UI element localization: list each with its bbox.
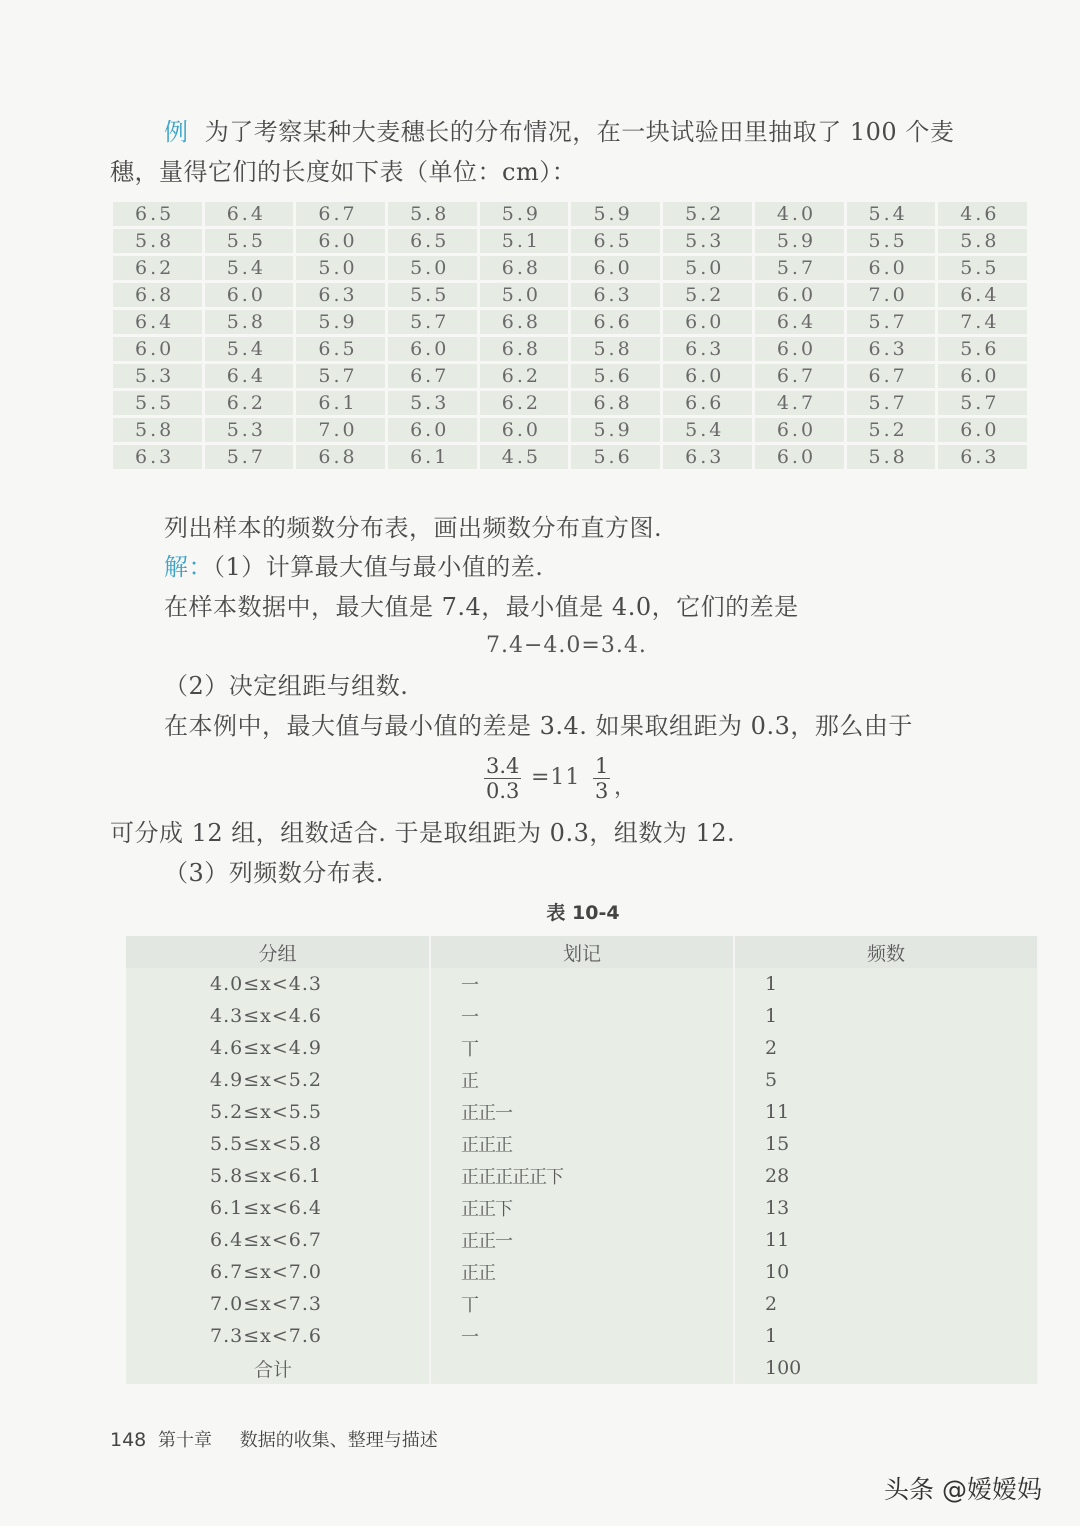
cell-count: 13 <box>734 1192 1038 1224</box>
sample-cell: 6.3 <box>937 444 1029 471</box>
solution-step3-title: （3）列频数分布表. <box>164 859 384 887</box>
cell-tally: 一 <box>430 1000 734 1032</box>
sample-cell: 5.5 <box>203 228 295 255</box>
sample-cell: 5.8 <box>112 417 204 444</box>
sample-cell: 5.4 <box>203 336 295 363</box>
sample-cell: 6.0 <box>937 363 1029 390</box>
sample-cell: 6.0 <box>753 336 845 363</box>
sample-cell: 6.7 <box>753 363 845 390</box>
fraction-one-third: $\frac{1}{3}$ <box>595 754 609 803</box>
sample-cell: 5.7 <box>203 444 295 471</box>
cell-count: 10 <box>734 1256 1038 1288</box>
solution-step2-title: （2）决定组距与组数. <box>164 672 409 700</box>
sample-cell: 5.2 <box>845 417 937 444</box>
table-caption: 表 10-4 <box>546 902 620 924</box>
cell-tally: 一 <box>430 1320 734 1352</box>
example-text-1: 为了考察某种大麦穗长的分布情况，在一块试验田里抽取了 100 个麦 <box>204 118 955 146</box>
sample-cell: 5.4 <box>203 255 295 282</box>
sample-cell: 5.8 <box>570 336 662 363</box>
cell-group: 4.3≤x<4.6 <box>126 1000 430 1032</box>
sample-cell: 5.5 <box>937 255 1029 282</box>
table-row <box>126 1128 1038 1160</box>
sample-cell: 5.3 <box>112 363 204 390</box>
sample-cell: 5.2 <box>662 282 754 309</box>
sample-cell: 5.0 <box>478 282 570 309</box>
sample-row <box>112 390 1029 417</box>
sample-cell: 5.3 <box>203 417 295 444</box>
range-formula: 7.4−4.0=3.4. <box>486 633 647 658</box>
sample-cell: 6.6 <box>570 309 662 336</box>
sample-cell: 5.2 <box>662 201 754 228</box>
sample-cell: 5.7 <box>387 309 479 336</box>
sample-cell: 6.0 <box>753 417 845 444</box>
sample-cell: 6.2 <box>203 390 295 417</box>
sample-cell: 7.0 <box>295 417 387 444</box>
sample-cell: 4.5 <box>478 444 570 471</box>
page-footer <box>110 1426 438 1452</box>
sample-cell: 5.9 <box>753 228 845 255</box>
sample-cell: 6.4 <box>112 309 204 336</box>
textbook-page: 例 为了考察某种大麦穗长的分布情况，在一块试验田里抽取了 100 个麦 穗，量得它们的长度如下表（单位：cm）： 6.5 6.4 6.7 5.8 5.9 5.9 5.2 4.0 5.4 4.6 5.8 5.5 6.0 6.5 5.1 6.5 5.3 5.9 5.5 5.8 6.2 5.4 5.0 5.0 6.8 6.0 5.0 5.7 6.0 5.5 6.8 6.0 6.3 5.5 5.0 6.3 5.2 6.0 7.0 6.4 6.4 5.8 5.9 5.7 6.8 6.6 6.0 6.4 5.7 7.4 6.0 5.4 6.5 6.0 6.8 5.8 6.3 6.0 6.3 5.6 5.3 6.4 5.7 6.7 6.2 5.6 6.0 6.7 6.7 6.0 5.5 6.2 6.1 5.3 6.2 6.8 6.6 4.7 5.7 5.7 5.8 5.3 7.0 6.0 6.0 5.9 5.4 6.0 5.2 6.0 6.3 5.7 6.8 6.1 4.5 5.6 6.3 6.0 5.8 6.3 列出样本的频数分布表，画出频数分布直方图. 解：（1）计算最大值与最小值的差. 在样本数据中，最大值是 7.4，最小值是 4.0，它们的差是 7.4−4.0=3.4. （2）决定组距与组数. 在本例中，最大值与最小值的差是 3.4. 如果取组距为 0.3，那么由于 $\frac{3.4}{0.3}$ =11 $\frac{1}{3}$ ， 可分成 12 组，组数适合. 于是取组距为 0.3，组数为 12. （3）列频数分布表. 表 10-4 分组 划记 频数 4.0≤x<4.3 一 1 4.3≤x<4.6 一 1 4.6≤x<4.9 丅 2 4.9≤x<5.2 正 5 5.2≤x<5.5 正正一 11 5.5≤x<5.8 正正正 15 5.8≤x<6.1 正正正正正下 28 6.1≤x<6.4 正正下 13 6.4≤x<6.7 正正一 11 6.7≤x<7.0 正正 10 7.0≤x<7.3 丅 2 7.3≤x<7.6 一 1 合计 100 148 第十章 数据的收集、整理与描述 头条 @嫒嫒妈 <box>0 0 1080 1526</box>
sample-cell: 6.6 <box>662 390 754 417</box>
sample-cell: 6.0 <box>662 309 754 336</box>
sample-cell: 5.8 <box>387 201 479 228</box>
sample-cell: 6.3 <box>570 282 662 309</box>
cell-group: 6.1≤x<6.4 <box>126 1192 430 1224</box>
sample-cell: 6.5 <box>387 228 479 255</box>
cell-count: 5 <box>734 1064 1038 1096</box>
sample-cell: 6.5 <box>112 201 204 228</box>
sample-cell: 6.8 <box>112 282 204 309</box>
cell-tally: 正 <box>430 1064 734 1096</box>
solution-label: 解 <box>164 553 189 581</box>
sample-cell: 5.7 <box>753 255 845 282</box>
sample-cell: 4.0 <box>753 201 845 228</box>
sample-cell: 6.4 <box>753 309 845 336</box>
sample-cell: 6.7 <box>295 201 387 228</box>
sample-cell: 6.0 <box>662 363 754 390</box>
cell-tally: 正正正正正下 <box>430 1160 734 1192</box>
cell-group: 6.7≤x<7.0 <box>126 1256 430 1288</box>
sample-cell: 5.9 <box>478 201 570 228</box>
sample-row <box>112 201 1029 228</box>
sample-cell: 5.7 <box>845 309 937 336</box>
sample-cell: 6.8 <box>478 336 570 363</box>
sample-cell: 6.0 <box>203 282 295 309</box>
sample-row <box>112 282 1029 309</box>
header-tally: 划记 <box>430 936 734 968</box>
watermark: 头条 @嫒嫒妈 <box>884 1475 1042 1504</box>
sample-cell: 5.4 <box>845 201 937 228</box>
total-label: 合计 <box>126 1352 430 1384</box>
cell-count: 11 <box>734 1096 1038 1128</box>
sample-cell: 5.0 <box>295 255 387 282</box>
table-row <box>126 1096 1038 1128</box>
cell-count: 1 <box>734 1320 1038 1352</box>
fraction-range-over-width: $\frac{3.4}{0.3}$ <box>486 754 520 803</box>
solution-step1-title: 解：（1）计算最大值与最小值的差. <box>164 553 544 581</box>
cell-count: 11 <box>734 1224 1038 1256</box>
sample-cell: 4.6 <box>937 201 1029 228</box>
sample-cell: 5.5 <box>387 282 479 309</box>
sample-cell: 6.0 <box>112 336 204 363</box>
sample-data-table <box>110 199 1030 472</box>
table-row <box>126 968 1038 1000</box>
sample-row <box>112 255 1029 282</box>
sample-cell: 5.8 <box>845 444 937 471</box>
sample-cell: 6.2 <box>112 255 204 282</box>
cell-count: 1 <box>734 1000 1038 1032</box>
cell-group: 4.0≤x<4.3 <box>126 968 430 1000</box>
solution-step2-conclusion: 可分成 12 组，组数适合. 于是取组距为 0.3，组数为 12. <box>110 819 736 847</box>
sample-cell: 6.5 <box>295 336 387 363</box>
sample-cell: 5.1 <box>478 228 570 255</box>
table-row <box>126 1160 1038 1192</box>
table-row <box>126 1032 1038 1064</box>
cell-group: 5.8≤x<6.1 <box>126 1160 430 1192</box>
table-row <box>126 1224 1038 1256</box>
example-label: 例 <box>164 118 189 146</box>
cell-group: 7.3≤x<7.6 <box>126 1320 430 1352</box>
cell-tally: 正正正 <box>430 1128 734 1160</box>
table-row <box>126 1000 1038 1032</box>
sample-cell: 6.0 <box>387 417 479 444</box>
cell-tally: 正正下 <box>430 1192 734 1224</box>
sample-cell: 4.7 <box>753 390 845 417</box>
example-line-1 <box>164 116 954 148</box>
sample-row <box>112 336 1029 363</box>
sample-row <box>112 309 1029 336</box>
sample-cell: 6.7 <box>387 363 479 390</box>
cell-group: 4.6≤x<4.9 <box>126 1032 430 1064</box>
sample-cell: 5.3 <box>387 390 479 417</box>
cell-tally: 正正一 <box>430 1096 734 1128</box>
sample-cell: 5.6 <box>570 363 662 390</box>
total-row <box>126 1352 1038 1384</box>
table-row <box>126 1256 1038 1288</box>
total-count: 100 <box>734 1352 1038 1384</box>
sample-cell: 6.0 <box>570 255 662 282</box>
sample-cell: 7.0 <box>845 282 937 309</box>
sample-cell: 6.3 <box>112 444 204 471</box>
sample-cell: 6.0 <box>845 255 937 282</box>
solution-step2-text: 在本例中，最大值与最小值的差是 3.4. 如果取组距为 0.3，那么由于 <box>164 712 913 740</box>
sample-cell: 6.8 <box>295 444 387 471</box>
header-frequency: 频数 <box>734 936 1038 968</box>
example-line-2: 穗，量得它们的长度如下表（单位：cm）： <box>110 158 577 186</box>
sample-cell: 5.7 <box>845 390 937 417</box>
cell-group: 6.4≤x<6.7 <box>126 1224 430 1256</box>
cell-group: 5.5≤x<5.8 <box>126 1128 430 1160</box>
cell-count: 2 <box>734 1288 1038 1320</box>
sample-cell: 6.3 <box>662 444 754 471</box>
sample-cell: 5.0 <box>387 255 479 282</box>
sample-cell: 5.5 <box>112 390 204 417</box>
sample-cell: 6.1 <box>387 444 479 471</box>
sample-cell: 5.8 <box>203 309 295 336</box>
sample-cell: 5.5 <box>845 228 937 255</box>
sample-row <box>112 228 1029 255</box>
cell-group: 7.0≤x<7.3 <box>126 1288 430 1320</box>
sample-cell: 5.7 <box>295 363 387 390</box>
sample-row <box>112 444 1029 471</box>
chapter-title: 数据的收集、整理与描述 <box>239 1430 438 1451</box>
sample-cell: 5.0 <box>662 255 754 282</box>
task-text: 列出样本的频数分布表，画出频数分布直方图. <box>164 514 663 542</box>
table-row <box>126 1288 1038 1320</box>
sample-cell: 6.0 <box>387 336 479 363</box>
cell-tally: 正正一 <box>430 1224 734 1256</box>
sample-cell: 6.3 <box>662 336 754 363</box>
cell-count: 28 <box>734 1160 1038 1192</box>
sample-cell: 6.0 <box>753 444 845 471</box>
sample-cell: 5.9 <box>570 201 662 228</box>
sample-cell: 6.3 <box>845 336 937 363</box>
sample-cell: 6.0 <box>478 417 570 444</box>
frequency-distribution-table <box>126 936 1039 1384</box>
sample-cell: 6.7 <box>845 363 937 390</box>
sample-cell: 6.1 <box>295 390 387 417</box>
sample-cell: 5.6 <box>570 444 662 471</box>
sample-cell: 5.4 <box>662 417 754 444</box>
solution-step1-text: 在样本数据中，最大值是 7.4，最小值是 4.0，它们的差是 <box>164 593 799 621</box>
table-row <box>126 1064 1038 1096</box>
sample-cell: 5.8 <box>937 228 1029 255</box>
sample-cell: 6.8 <box>478 255 570 282</box>
cell-group: 4.9≤x<5.2 <box>126 1064 430 1096</box>
cell-tally: 丅 <box>430 1288 734 1320</box>
header-group: 分组 <box>126 936 430 968</box>
sample-cell: 5.8 <box>112 228 204 255</box>
sample-cell: 6.2 <box>478 363 570 390</box>
sample-cell: 6.8 <box>478 309 570 336</box>
cell-group: 5.2≤x<5.5 <box>126 1096 430 1128</box>
cell-tally: 丅 <box>430 1032 734 1064</box>
table-row <box>126 1192 1038 1224</box>
sample-cell: 6.4 <box>203 201 295 228</box>
sample-cell: 6.0 <box>753 282 845 309</box>
cell-tally: 正正 <box>430 1256 734 1288</box>
cell-count: 2 <box>734 1032 1038 1064</box>
sample-cell: 6.8 <box>570 390 662 417</box>
sample-row <box>112 363 1029 390</box>
sample-cell: 6.4 <box>203 363 295 390</box>
cell-count: 1 <box>734 968 1038 1000</box>
sample-cell: 6.2 <box>478 390 570 417</box>
sample-cell: 6.5 <box>570 228 662 255</box>
sample-cell: 5.3 <box>662 228 754 255</box>
table-row <box>126 1320 1038 1352</box>
chapter-number: 第十章 <box>158 1430 212 1451</box>
sample-row <box>112 417 1029 444</box>
sample-cell: 6.3 <box>295 282 387 309</box>
cell-count: 15 <box>734 1128 1038 1160</box>
sample-cell: 6.0 <box>937 417 1029 444</box>
sample-cell: 7.4 <box>937 309 1029 336</box>
sample-cell: 6.0 <box>295 228 387 255</box>
cell-tally: 一 <box>430 968 734 1000</box>
sample-cell: 5.9 <box>570 417 662 444</box>
sample-cell: 5.6 <box>937 336 1029 363</box>
sample-cell: 5.9 <box>295 309 387 336</box>
sample-cell: 6.4 <box>937 282 1029 309</box>
sample-cell: 5.7 <box>937 390 1029 417</box>
page-number: 148 <box>110 1429 147 1451</box>
